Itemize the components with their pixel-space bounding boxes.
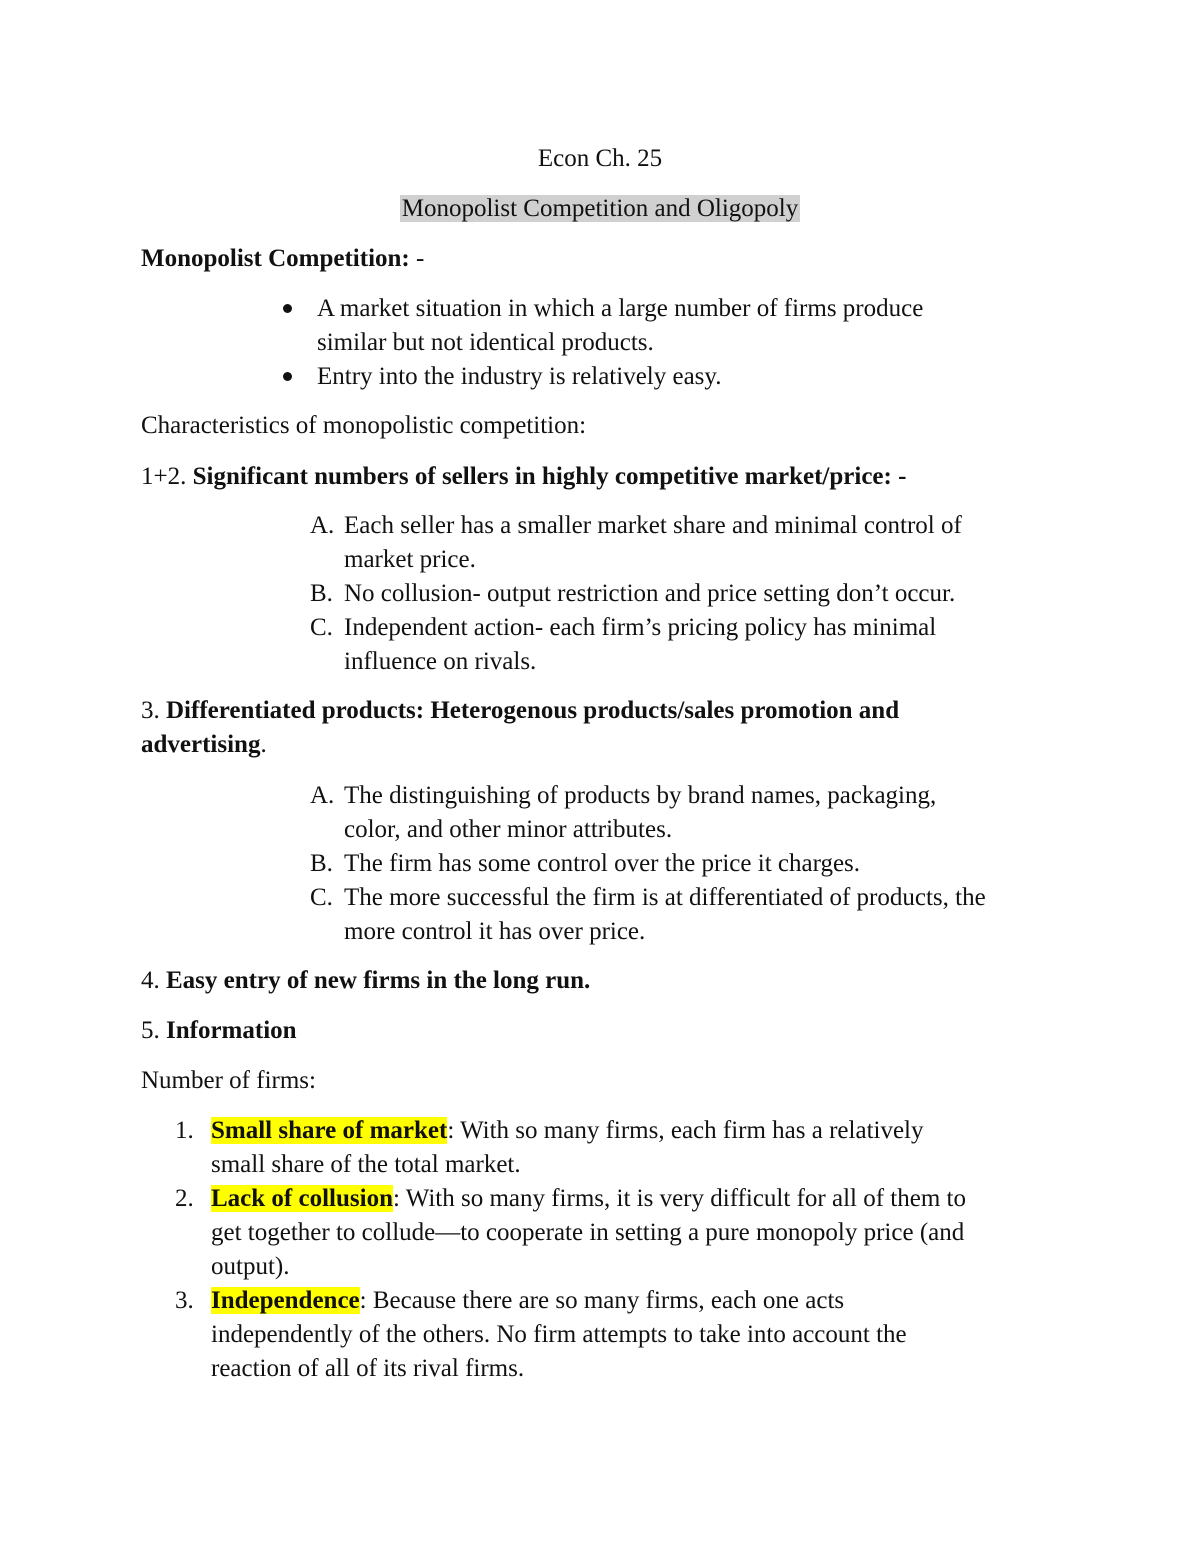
bullet-dot-icon: [283, 372, 292, 381]
definition-bullet-1-line-2: similar but not identical products.: [317, 329, 654, 356]
list-marker: 1.: [175, 1117, 194, 1144]
definition-bullet-2-line-1: Entry into the industry is relatively easy.: [317, 363, 722, 390]
firms-item-1-term: Small share of market: [211, 1117, 448, 1144]
section-12-item-a-line-1: Each seller has a smaller market share and minimal control of: [344, 512, 962, 539]
section-3-item-c-line-1: The more successful the firm is at differentiated of products, the: [344, 884, 986, 911]
firms-item-3-line-1: [211, 1284, 844, 1318]
section-3-suffix: .: [260, 731, 267, 758]
list-marker: C.: [310, 884, 333, 911]
list-marker: C.: [310, 614, 333, 641]
section-3-number: 3.: [141, 697, 166, 724]
section-5-heading: [141, 1014, 297, 1048]
firms-item-2-line-2: get together to collude—to cooperate in setting a pure monopoly price (and: [211, 1219, 965, 1246]
section-3-item-a-line-1: The distinguishing of products by brand names, packaging,: [344, 782, 937, 809]
firms-item-3-line-2: independently of the others. No firm attempts to take into account the: [211, 1321, 907, 1348]
definition-bullet-1-line-1: A market situation in which a large number of firms produce: [317, 295, 924, 322]
section-12-title: Significant numbers of sellers in highly competitive market/price: [192, 463, 884, 490]
section-5-number: 5.: [141, 1017, 166, 1044]
firms-item-1-line-1: [211, 1114, 924, 1148]
section-5-title: Information: [166, 1017, 297, 1044]
firms-item-2-line-3: output).: [211, 1253, 290, 1280]
list-marker: B.: [310, 850, 333, 877]
document-title-text: Monopolist Competition and Oligopoly: [401, 195, 799, 222]
section-12-number: 1+2.: [141, 463, 193, 490]
section-12-item-a-line-2: market price.: [344, 546, 476, 573]
definition-suffix: -: [409, 245, 425, 272]
section-12-item-b-line-1: No collusion- output restriction and price setting don’t occur.: [344, 580, 956, 607]
list-marker: A.: [310, 512, 335, 539]
characteristics-heading: Characteristics of monopolistic competition:: [141, 412, 587, 439]
firms-item-3-line-3: reaction of all of its rival firms.: [211, 1355, 525, 1382]
section-3-item-b-line-1: The firm has some control over the price it charges.: [344, 850, 861, 877]
section-3-item-c-line-2: more control it has over price.: [344, 918, 646, 945]
firms-item-1-text: : With so many firms, each firm has a relatively: [447, 1117, 924, 1144]
definition-label: Monopolist Competition:: [141, 245, 410, 272]
definition-heading: [141, 242, 424, 276]
firms-item-2-text: : With so many firms, it is very difficult for all of them to: [392, 1185, 966, 1212]
document-title: [0, 192, 1200, 226]
section-3-heading-line-1: [141, 694, 899, 728]
section-4-title: Easy entry of new firms in the long run.: [166, 967, 591, 994]
list-marker: A.: [310, 782, 335, 809]
section-12-heading: [141, 460, 906, 494]
course-title-text: Econ Ch. 25: [537, 145, 663, 172]
list-marker: 2.: [175, 1185, 194, 1212]
list-marker: B.: [310, 580, 333, 607]
firms-item-3-text: : Because there are so many firms, each one acts: [359, 1287, 845, 1314]
list-marker: 3.: [175, 1287, 194, 1314]
bullet-dot-icon: [283, 304, 292, 313]
section-12-suffix: : -: [883, 463, 907, 490]
section-3-heading-line-2: [141, 728, 267, 762]
firms-item-2-term: Lack of collusion: [211, 1185, 393, 1212]
firms-item-3-term: Independence: [211, 1287, 360, 1314]
section-3-title-1: Differentiated products: Heterogenous products/sales promotion and: [166, 697, 900, 724]
section-4-number: 4.: [141, 967, 166, 994]
firms-item-2-line-1: [211, 1182, 966, 1216]
section-3-title-2: advertising: [141, 731, 261, 758]
firms-item-1-line-2: small share of the total market.: [211, 1151, 521, 1178]
section-3-item-a-line-2: color, and other minor attributes.: [344, 816, 673, 843]
section-12-item-c-line-1: Independent action- each firm’s pricing policy has minimal: [344, 614, 937, 641]
section-4-heading: [141, 964, 590, 998]
firms-heading: Number of firms:: [141, 1067, 316, 1094]
section-12-item-c-line-2: influence on rivals.: [344, 648, 537, 675]
course-title: [0, 142, 1200, 176]
